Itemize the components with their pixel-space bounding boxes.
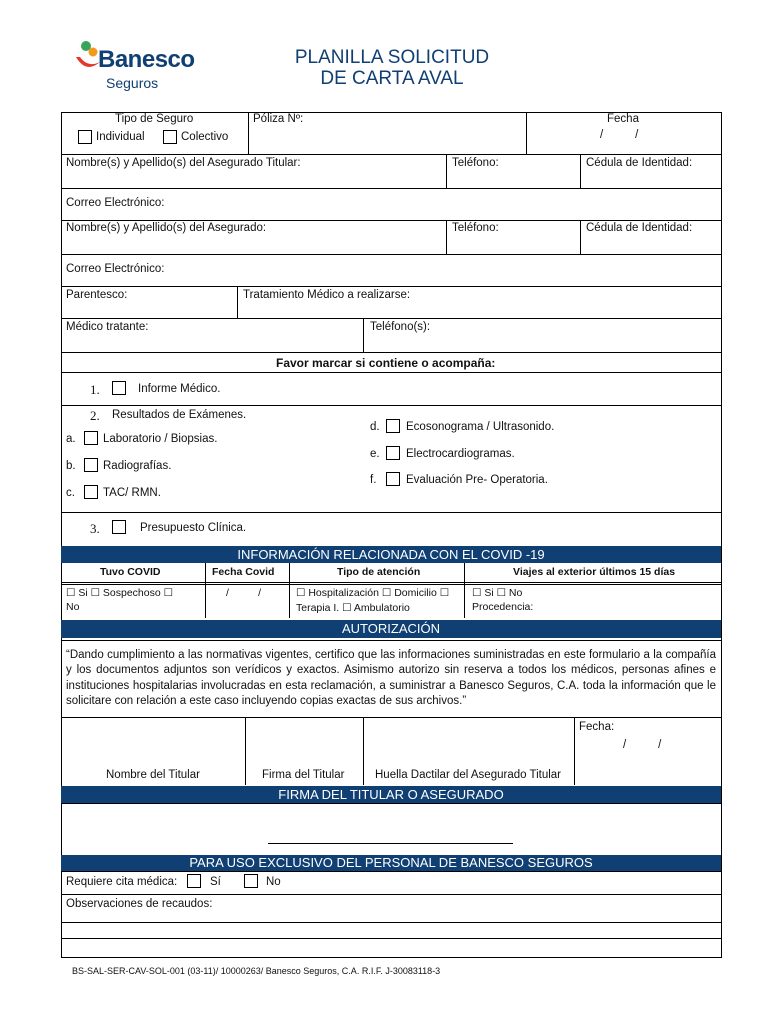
resultados-label: Resultados de Exámenes. (112, 409, 247, 421)
marcar-title: Favor marcar si contiene o acompaña: (276, 356, 496, 370)
covid-fecha-slashes: / / (226, 587, 262, 599)
tac-rmn-checkbox[interactable] (84, 485, 98, 499)
medico-label: Médico tratante: (66, 321, 149, 333)
informe-medico-label: Informe Médico. (138, 383, 221, 395)
asegurado-telefono-label: Teléfono: (452, 222, 499, 234)
form-title-line1: PLANILLA SOLICITUD (294, 47, 490, 68)
titular-telefono-label: Teléfono: (452, 157, 499, 169)
covid-tuvo-line2: No (66, 601, 80, 613)
individual-label: Individual (96, 131, 145, 143)
parentesco-label: Parentesco: (66, 289, 128, 301)
covid-h-tipo: Tipo de atención (337, 566, 421, 578)
tac-rmn-label: TAC/ RMN. (103, 487, 161, 499)
evaluacion-label: Evaluación Pre- Operatoria. (406, 474, 548, 486)
cita-no-checkbox[interactable] (244, 874, 258, 888)
colectivo-label: Colectivo (181, 131, 229, 143)
cita-label: Requiere cita médica: (66, 876, 178, 888)
asegurado-cedula-label: Cédula de Identidad: (586, 222, 693, 234)
covid-viajes-line2: Procedencia: (472, 601, 534, 613)
item-f-letter: f. (370, 474, 377, 486)
item-a-letter: a. (66, 433, 76, 445)
item-e-letter: e. (370, 448, 380, 460)
covid-tipo-line1[interactable]: ☐ Hospitalización ☐ Domicilio ☐ (296, 587, 450, 599)
presupuesto-checkbox[interactable] (112, 520, 126, 534)
firma-bar (61, 786, 721, 803)
autorizacion-text: “Dando cumplimiento a las normativas vigentes, certifico que las informaciones suministradas en este formulario a la compañía y los documentos adjuntos son verídicos y exactos. Asimismo autorizo sin reserva a todos los médicos, personas afines e instituciones hospitalarias involucradas en esta reclamación, a suministrar a Banesco Seguros, C.A. toda la información que le solicitare con relación a este caso incluyendo copias exactas de sus archivos.” (66, 649, 716, 707)
observaciones-label: Observaciones de recaudos: (66, 898, 213, 910)
evaluacion-checkbox[interactable] (386, 472, 400, 486)
covid-section-bar (61, 546, 721, 563)
sign-fecha-label: Fecha: (579, 721, 615, 733)
covid-h-tuvo: Tuvo COVID (100, 566, 161, 578)
cita-no-label: No (266, 876, 281, 888)
autorizacion-title: AUTORIZACIÓN (342, 621, 440, 636)
electrocardiogramas-label: Electrocardiogramas. (406, 448, 515, 460)
laboratorio-label: Laboratorio / Biopsias. (103, 433, 218, 445)
telefonos-label: Teléfono(s): (370, 321, 431, 333)
item-1-number: 1. (90, 382, 100, 397)
sign-fecha-slashes: / / (623, 739, 662, 751)
colectivo-checkbox[interactable] (163, 130, 177, 144)
covid-viajes-line1[interactable]: ☐ Si ☐ No (472, 587, 523, 599)
cita-si-checkbox[interactable] (187, 874, 201, 888)
firma-titular-label: Firma del Titular (262, 769, 345, 781)
form-title (262, 48, 522, 90)
huella-label: Huella Dactilar del Asegurado Titular (375, 769, 562, 781)
covid-h-viajes: Viajes al exterior últimos 15 días (513, 566, 676, 578)
brand-subtitle: Seguros (106, 75, 159, 91)
titular-nombre-label: Nombre(s) y Apellido(s) del Asegurado Titular: (66, 157, 301, 169)
item-3-number: 3. (90, 521, 100, 536)
covid-tuvo-line1[interactable]: ☐ Si ☐ Sospechoso ☐ (66, 587, 174, 599)
form-title-line2: DE CARTA AVAL (320, 67, 464, 89)
informe-medico-checkbox[interactable] (112, 381, 126, 395)
tratamiento-label: Tratamiento Médico a realizarse: (243, 289, 411, 301)
item-2-number: 2. (90, 408, 100, 423)
fecha-slashes: / / (600, 129, 639, 141)
electrocardiogramas-checkbox[interactable] (386, 446, 400, 460)
ecosonograma-label: Ecosonograma / Ultrasonido. (406, 421, 555, 433)
brand-name: Banesco (98, 46, 195, 73)
item-b-letter: b. (66, 460, 76, 472)
laboratorio-checkbox[interactable] (84, 431, 98, 445)
poliza-label: Póliza Nº: (253, 113, 304, 125)
tipo-seguro-label: Tipo de Seguro (115, 113, 194, 125)
covid-section-title: INFORMACIÓN RELACIONADA CON EL COVID -19 (237, 547, 545, 562)
nombre-titular-label: Nombre del Titular (106, 769, 200, 781)
item-c-letter: c. (66, 487, 75, 499)
autorizacion-bar (61, 620, 721, 638)
covid-h-fecha: Fecha Covid (212, 566, 275, 578)
exclusivo-bar (61, 855, 721, 871)
titular-correo-label: Correo Electrónico: (66, 197, 165, 209)
signature-line[interactable] (268, 843, 513, 844)
banesco-logo (72, 40, 232, 96)
item-d-letter: d. (370, 421, 380, 433)
firma-bar-title: FIRMA DEL TITULAR O ASEGURADO (278, 787, 504, 802)
exclusivo-title: PARA USO EXCLUSIVO DEL PERSONAL DE BANESCO SEGUROS (189, 855, 593, 870)
individual-checkbox[interactable] (78, 130, 92, 144)
fecha-label: Fecha (607, 113, 639, 125)
radiografias-checkbox[interactable] (84, 458, 98, 472)
footer-code: BS-SAL-SER-CAV-SOL-001 (03-11)/ 10000263/ Banesco Seguros, C.A. R.I.F. J-30083118-3 (72, 966, 441, 976)
presupuesto-label: Presupuesto Clínica. (140, 522, 247, 534)
asegurado-nombre-label: Nombre(s) y Apellido(s) del Asegurado: (66, 222, 267, 234)
asegurado-correo-label: Correo Electrónico: (66, 263, 165, 275)
ecosonograma-checkbox[interactable] (386, 419, 400, 433)
radiografias-label: Radiografías. (103, 460, 172, 472)
covid-tipo-line2[interactable]: Terapia I. ☐ Ambulatorio (296, 602, 410, 614)
cita-si-label: Sí (210, 876, 221, 888)
titular-cedula-label: Cédula de Identidad: (586, 157, 693, 169)
